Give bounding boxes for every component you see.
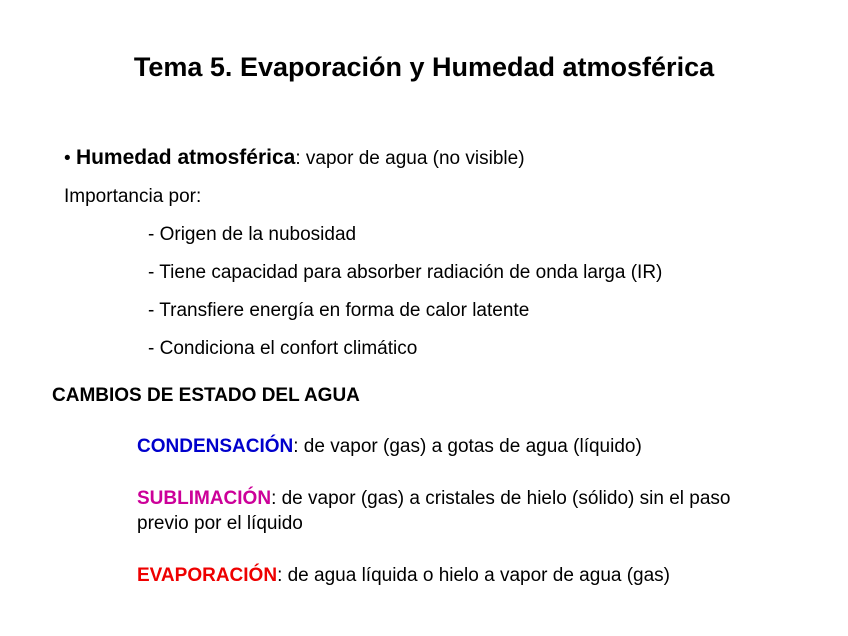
importancia-item: - Transfiere energía en forma de calor latente [148, 300, 530, 321]
condensacion-text: : de vapor (gas) a gotas de agua (líquido) [293, 436, 642, 457]
condensacion-entry [137, 434, 777, 459]
evaporacion-term: EVAPORACIÓN [137, 565, 278, 586]
importancia-heading: Importancia por: [64, 186, 202, 207]
humedad-definition: : vapor de agua (no visible) [295, 148, 525, 169]
sublimacion-text: : de vapor (gas) a cristales de hielo (sólido) sin el paso previo por el líquido [137, 488, 731, 534]
evaporacion-entry [137, 563, 777, 588]
bullet: • [64, 148, 71, 169]
condensacion-term: CONDENSACIÓN [137, 436, 294, 457]
humedad-term: Humedad atmosférica [75, 146, 296, 169]
sublimacion-entry [137, 486, 777, 536]
cambios-heading: CAMBIOS DE ESTADO DEL AGUA [52, 385, 360, 406]
sublimacion-term: SUBLIMACIÓN [137, 488, 272, 509]
importancia-item: - Tiene capacidad para absorber radiación de onda larga (IR) [148, 262, 663, 283]
importancia-item: - Condiciona el confort climático [148, 338, 418, 359]
importancia-item: - Origen de la nubosidad [148, 224, 357, 245]
slide-title: Tema 5. Evaporación y Humedad atmosférica [133, 52, 715, 82]
humedad-line [64, 146, 525, 170]
evaporacion-text: : de agua líquida o hielo a vapor de agua (gas) [277, 565, 671, 586]
